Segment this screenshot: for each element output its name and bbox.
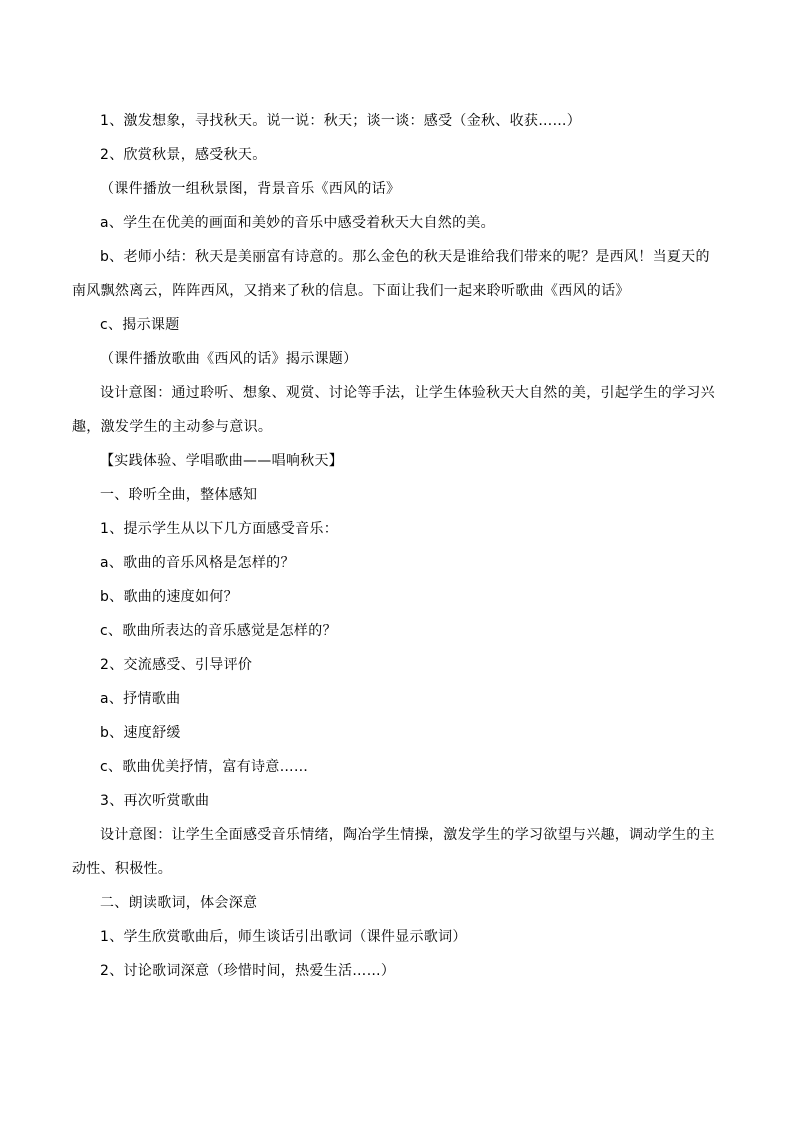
list-item: b、速度舒缓 bbox=[100, 725, 181, 741]
list-item: c、歌曲所表达的音乐感觉是怎样的？ bbox=[100, 623, 337, 639]
list-item: a、歌曲的音乐风格是怎样的？ bbox=[100, 555, 295, 571]
list-item: b、歌曲的速度如何？ bbox=[100, 589, 238, 605]
paragraph: b、老师小结：秋天是美丽富有诗意的。那么金色的秋天是谁给我们带来的呢？是西风！当夏天的南风飘然离云，阵阵西风，又捎来了秋的信息。下面让我们一起来聆听歌曲《西风的话》 bbox=[72, 249, 710, 299]
paragraph: 2、讨论歌词深意（珍惜时间，热爱生活……） bbox=[100, 963, 396, 979]
paragraph: （课件播放一组秋景图，背景音乐《西风的话》 bbox=[100, 181, 401, 197]
list-item: c、歌曲优美抒情，富有诗意…… bbox=[100, 759, 309, 775]
paragraph: c、揭示课题 bbox=[100, 317, 180, 333]
section-heading: 【实践体验、学唱歌曲——唱响秋天】 bbox=[100, 453, 344, 469]
document-body bbox=[72, 104, 722, 988]
paragraph: 1、提示学生从以下几方面感受音乐： bbox=[100, 521, 339, 537]
paragraph: 3、再次听赏歌曲 bbox=[100, 793, 210, 809]
paragraph: （课件播放歌曲《西风的话》揭示课题） bbox=[100, 351, 358, 367]
subsection-heading: 一、聆听全曲，整体感知 bbox=[100, 487, 258, 503]
paragraph: 1、学生欣赏歌曲后，师生谈话引出歌词（课件显示歌词） bbox=[100, 929, 467, 945]
paragraph: 设计意图：通过聆听、想象、观赏、讨论等手法，让学生体验秋天大自然的美，引起学生的学习兴趣，激发学生的主动参与意识。 bbox=[72, 385, 715, 435]
subsection-heading: 二、朗读歌词，体会深意 bbox=[100, 895, 258, 911]
paragraph: 设计意图：让学生全面感受音乐情绪，陶冶学生情操，激发学生的学习欲望与兴趣，调动学生的主动性、积极性。 bbox=[72, 827, 715, 877]
paragraph: 1、激发想象，寻找秋天。说一说：秋天；谈一谈：感受（金秋、收获……） bbox=[100, 113, 582, 129]
paragraph: 2、交流感受、引导评价 bbox=[100, 657, 253, 673]
list-item: a、抒情歌曲 bbox=[100, 691, 181, 707]
paragraph: 2、欣赏秋景，感受秋天。 bbox=[100, 147, 267, 163]
paragraph: a、学生在优美的画面和美妙的音乐中感受着秋天大自然的美。 bbox=[100, 215, 495, 231]
